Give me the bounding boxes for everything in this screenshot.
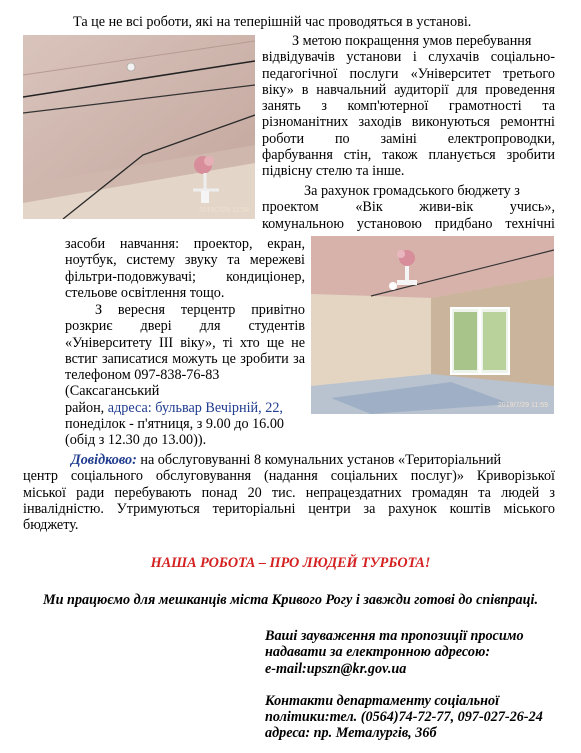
para3-line: З вересня терцентр привітно [95,302,305,318]
para2-line: фільтри-подовжувачі; кондиціонер, [65,268,305,285]
contact-line: Ваші зауваження та пропозиції просимо [265,628,524,644]
para1-line: роботи по заміні електропроводки, [262,130,555,147]
para3-line: «Університету III віку», ті хто ще не [65,334,305,351]
classroom-photo-image [311,236,554,414]
para1-line: З метою покращення умов перебування [292,33,532,49]
para3-line: встиг записатися можуть це зробити за [65,350,305,367]
email-text: e-mail:upszn@kr.gov.ua [265,660,407,677]
contact-block [265,628,565,742]
para3-line: розкриє двері для студентів [65,318,305,335]
contact-line: надавати за електронною адресою: [265,644,491,661]
paragraph-renovation [262,33,555,180]
info-line: міської ради перебувають понад 20 тис. непрацездатних громадян та людей з [23,484,555,501]
para2-line: комунальною установою придбано технічні [262,215,555,232]
intro-text: Та це не всі роботи, які на теперішній час проводяться в установі. [73,14,472,30]
para1-line: педагогічної послуги «Університет третього [262,65,555,82]
paragraph-budget-top [262,183,555,232]
info-line: центр соціального обслуговування (надання соціальних послуг)» Криворізької [23,468,555,485]
contact-spacer [265,677,565,693]
paragraph-budget-bottom [65,236,305,301]
para3-line: телефоном 097-838-76-83 (Саксаганський [65,367,220,400]
info-label: Довідково: [71,452,137,468]
para2-line: стельове освітлення тощо. [65,284,225,301]
para1-line: занять з комп'ютерної грамотності та [262,98,555,115]
para2-line: ноутбук, систему звуку та мережеві [65,252,305,269]
para1-line: різноманітних заходів виконуються ремонтні [262,114,555,131]
photo-timestamp: 2019/7/29 11:59 [497,402,548,409]
para1-line: відвідувачів установи і слухачів соціально- [262,49,555,66]
para3-line: район, адреса: бульвар Вечірній, 22, [65,399,283,416]
contact-line: Контакти департаменту соціальної [265,692,500,709]
para2-line: За рахунок громадського бюджету з [304,183,520,199]
ceiling-photo [23,35,255,219]
info-line: Довідково: на обслуговуванні 8 комунальних установ «Територіальний [71,452,502,468]
info-line: інвалідністю. Утримуються територіальні центри за рахунок коштів міського [23,500,555,517]
slogan: НАША РОБОТА – ПРО ЛЮДЕЙ ТУРБОТА! [150,555,431,571]
address-text: адреса: бульвар Вечірній, 22, [107,399,283,416]
classroom-photo [311,236,554,414]
para1-line: віку» в навчальний аудиторії для проведення [262,81,555,98]
para1-line: підвісну стелю та інше. [262,163,405,180]
para3-line: понеділок - п'ятниця, з 9.00 до 16.00 [65,416,285,433]
paragraph-enrollment [65,302,305,449]
info-paragraph [23,452,555,533]
photo-timestamp: 2019/7/29 11:58 [198,207,249,214]
para1-line: фарбування стін, також планується зробити [262,147,555,164]
para2-line: проектом «Вік живи-вік учись», [262,199,555,216]
para2-line: засоби навчання: проектор, екран, [65,236,305,252]
para3-line: (обід з 12.30 до 13.00)). [65,432,207,449]
ceiling-photo-image [23,35,255,219]
contact-phone: політики:тел. (0564)74-72-77, 097-027-26-24 [265,709,543,726]
info-line: бюджету. [23,517,79,534]
contact-address: адреса: пр. Металургів, 36б [265,725,437,742]
mission-statement: Ми працюємо для мешканців міста Кривого Рогу і завжди готові до співпраці. [43,592,538,608]
